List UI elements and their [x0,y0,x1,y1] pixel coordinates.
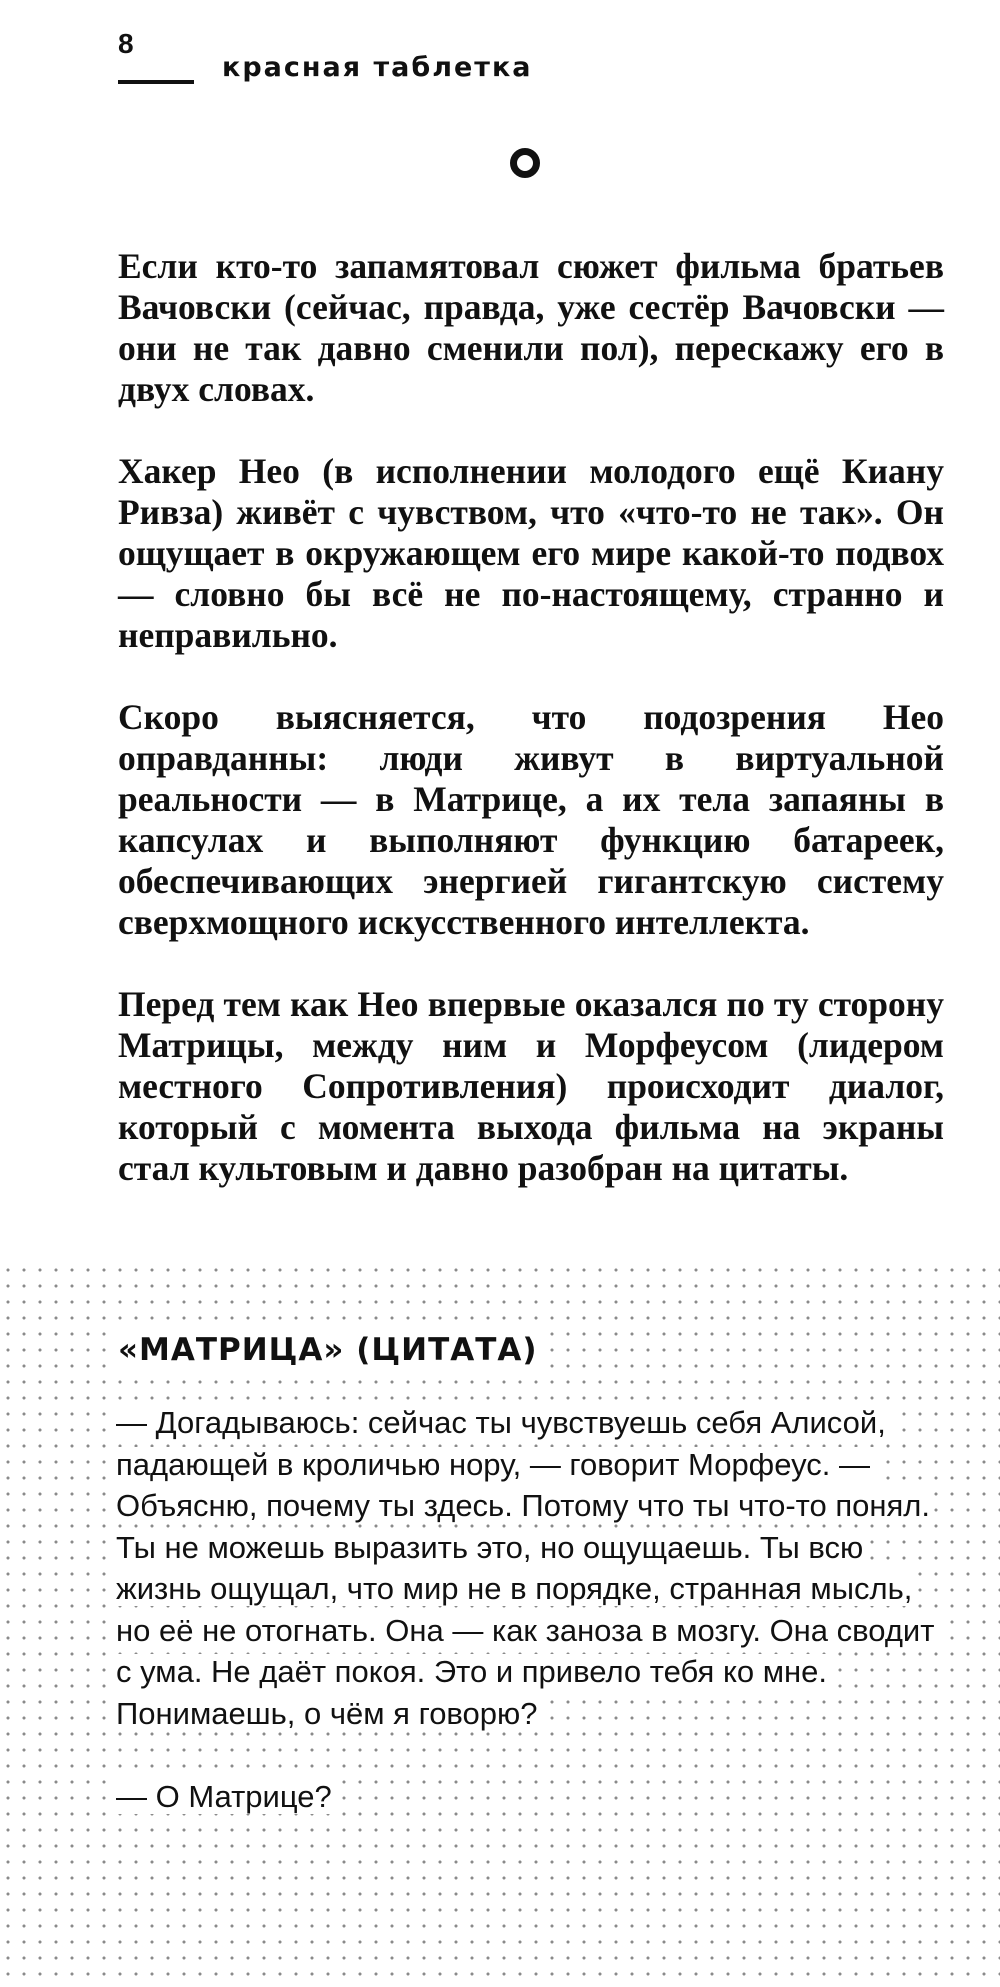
quote-title: «МАТРИЦА» (ЦИТАТА) [112,1330,544,1370]
body-paragraph: Скоро выясняется, что подозрения Нео оправданны: люди живут в виртуальной реальности — в Матрице, а их тела запаяны в капсулах и выполняют функцию батареек, обеспечивающих энергией гигантскую систему сверхмощного искусственного интеллекта. [118,697,944,942]
quote-paragraph [112,1402,954,1734]
quote-text [112,1402,954,1859]
body-paragraph: Если кто-то запамятовал сюжет фильма братьев Вачовски (сейчас, правда, уже сестёр Вачовски — они не так давно сменили пол), перескажу его в двух словах. [118,246,944,409]
section-divider-icon [510,148,540,178]
quote-box [0,1262,1000,1987]
body-text [118,246,944,1230]
body-paragraph: Перед тем как Нео впервые оказался по ту сторону Матрицы, между ним и Морфеусом (лидером местного Сопротивления) происходит диалог, который с момента выхода фильма на экраны стал культовым и давно разобран на цитаты. [118,984,944,1188]
quote-paragraph-text: — Догадываюсь: сейчас ты чувствуешь себя Алисой, падающей в кроличью нору, — говорит Морфеус. — Объясню, почему ты здесь. Потому что ты что-то понял. Ты не можешь выразить это, но ощущаешь. Ты всю жизнь ощущал, что мир не в порядке, странная мысль, но её не отогнать. Она — как заноза в мозгу. Она сводит с ума. Не даёт покоя. Это и привело тебя ко мне. Понимаешь, о чём я говорю? [112,1405,938,1731]
quote-paragraph-text: — О Матрице? [112,1779,336,1814]
running-title: красная таблетка [222,52,533,83]
page-number: 8 [118,28,134,59]
header-rule [118,80,194,84]
quote-paragraph [112,1776,954,1818]
body-paragraph: Хакер Нео (в исполнении молодого ещё Киану Ривза) живёт с чувством, что «что-то не так». Он ощущает в окружающем его мире какой-то подвох — словно бы всё не по-настоящему, странно и неправильно. [118,451,944,655]
